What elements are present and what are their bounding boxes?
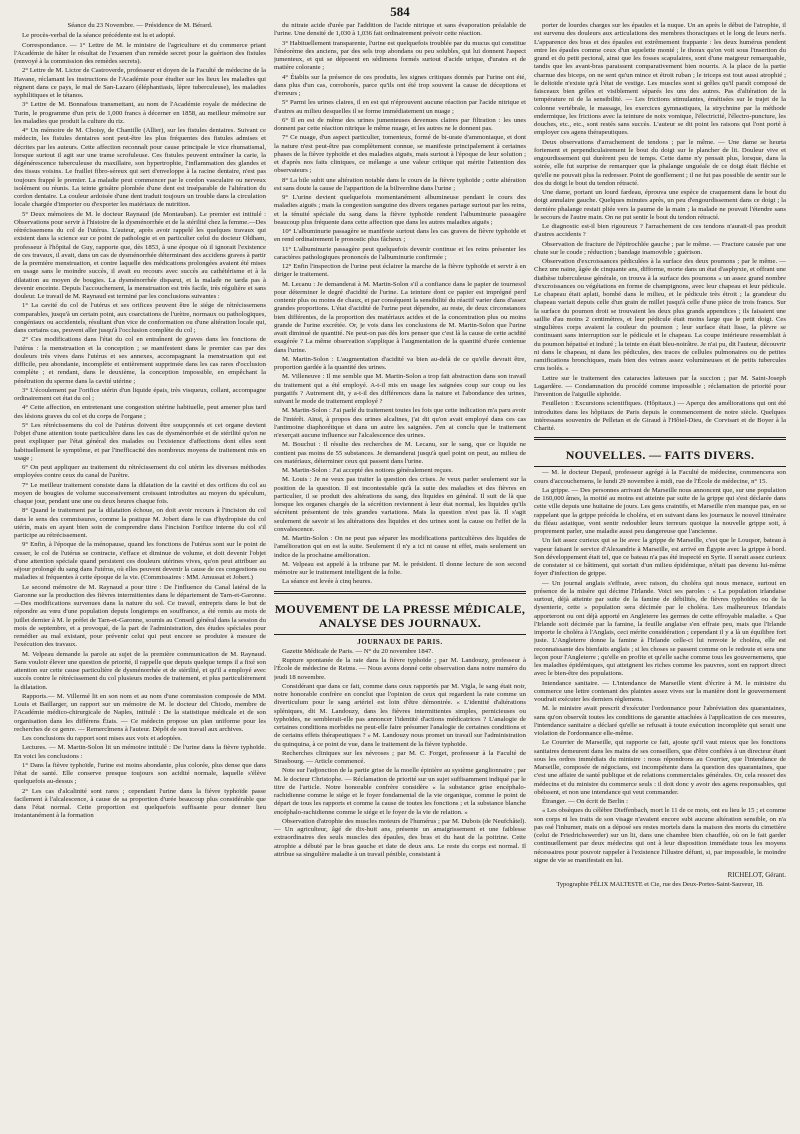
news-section-title: NOUVELLES. — FAITS DIVERS. xyxy=(565,448,755,463)
paragraph: 11° L'albuminurie passagère peut quelquefois devenir continue et les reins présenter les caractères pathologiques prononcés de l'albuminurie confirmée ; xyxy=(274,245,526,261)
paragraph: Lettre sur le traitement des cataractes laiteuses par la succion ; par M. Saint-Joseph Lagardère. — Condamnation du procédé comme impossible ; réclamation de priorité pour l'invention de l'aiguille siphoïde. xyxy=(534,374,786,398)
paragraph: 9° L'urine devient quelquefois momentanément albumineuse pendant le cours des maladies aiguës ; mais la congestion sanguine des divers organes partage surtout par les reins, et la ténuité spéciale du sang dans la fièvre typhoïde rendent l'albuminurie passagère beaucoup plus fréquente dans cette affection que dans les autres maladies aiguës ; xyxy=(274,194,526,226)
paragraph: 7° Le meilleur traitement consiste dans la dilatation de la cavité et des orifices du col au moyen de bougies de volume successivement croissant introduites au moyen du spéculum, chaque jour, pendant une une ou deux heures chaque fois. xyxy=(14,481,266,505)
paragraph: M. Velpeau est appelé à la tribune par M. le président. Il donne lecture de son second mémoire sur le traitement intelligent de la folie. xyxy=(274,560,526,576)
paragraph: 3° Lettre de M. Bonnafous transmettant, au nom de l'Académie royale de médecine de Turin, le programme d'un prix de 1,000 francs à décerner en 1858, au meilleur mémoire sur les maladies que produit la culture du riz. xyxy=(14,101,266,125)
session-header: Séance du 23 Novembre. — Présidence de M. Bérard. xyxy=(67,22,213,29)
paragraph: 8° Quand le traitement par la dilatation échoue, on doit avoir recours à l'incision du col dans le sens des commissures, comme la pratique M. Jobert dans le cas d'hydropisie du col utérin, mais en ayant bien soin de comprendre dans l'incision l'orifice interne du col s'il participe au rétrécissement. xyxy=(14,507,266,539)
paragraph: M. le ministre avait prescrit d'exécuter l'ordonnance pour l'abréviation des quarantaines, sans qu'on observât toutes les conditions de garantie attachées à l'application de ces mesures, l'intendance sanitaire a déclaré qu'elle se refusait à toute exécution incomplète qui serait une violation de l'ordonnance elle-même. xyxy=(534,705,786,737)
paragraph: Rupture spontanée de la rate dans la fièvre typhoïde ; par M. Landouzy, professeur à l'École de médecine de Reims. — Nous avons donné cette observation dans notre numéro du jeudi 18 novembre. xyxy=(274,657,526,681)
paragraph: 12° Enfin l'inspection de l'urine peut éclairer la marche de la fièvre typhoïde et servir à en diriger le traitement. xyxy=(274,263,526,279)
paragraph: 9° Enfin, à l'époque de la ménopause, quand les fonctions de l'utérus sont sur le point de cesser, le col de l'utérus se contracte, s'efface et diminue de volume, et doit devenir l'objet d'une attention spéciale quand persistent ces douleurs utérines vives, qu'on peut attribuer au séjour prolongé du sang dans l'utérus, où elles peuvent devenir la cause de ces congestions ou maladies si fréquentes à cette époque de la vie. (Commissaires : MM. Amussat et Jobert.) xyxy=(14,541,266,582)
paragraph: 2° Ces modifications dans l'état du col en entraînent de graves dans les fonctions de l'utérus : la menstruation et la conception ; se manifestent dans le premier cas par des douleurs très vives dans l'utérus et ses annexes, accompagnant la menstruation qui est difficile, peu abondante, incomplète et entièrement supprimée dans les cas rares d'occlusion complète ; et rendant, dans le deuxième, la conception impossible, en empêchant la pénétration du sperme dans la cavité utérine ; xyxy=(14,336,266,385)
column-left xyxy=(14,22,266,1122)
printer-imprint: Typographie FÉLIX MALTESTE et Cie, rue des Deux-Portes-Saint-Sauveur, 18. xyxy=(556,881,764,889)
paragraph: La séance est levée à cinq heures. xyxy=(282,578,373,586)
paragraph: « Les obsèques du célèbre Dieffenbach, mort le 11 de ce mois, ont eu lieu le 15 ; et comme son corps ni les traits de son visage n'avaient encore subi aucune altération sensible, on n'a pas osé l'inhumer, mais on a déposé ses restes mortels dans la maison des morts du cimetière (celui de Friedrichswerder) sur un lit, dans une chambre bien chauffée, où on le fait garder continuellement par deux médecins qui ont à leur disposition immédiate tous les moyens nécessaires pour pouvoir rappeler à l'existence l'illustre défunt, si, par impossible, le moindre signe de vie se manifestait en lui. xyxy=(534,807,786,864)
press-section-title: MOUVEMENT DE LA PRESSE MÉDICALE, ANALYSE DES JOURNAUX. xyxy=(274,601,526,630)
paragraph: Le Courrier de Marseille, qui rapporte ce fait, ajoute qu'il vaut mieux que les fonctions sanitaires demeurent dans les mains de ses conseillers, que d'être confiées à un directeur étant sous les ordres immédiats du ministre : nous répondrons au Courrier, que l'intendance de Marseille, composée de négocians, est incompétente dans la question des quarantaines, que c'est une affaire de santé publique et de relations commerciales générales. Or, cela ressort des médecins et du ministre du commerce seuls : il doit donc y avoir des agens responsables, qui obéissent, et non une intendance qui veut commander. xyxy=(534,739,786,796)
paragraph: 2° Lettre de M. Lictor de Castroverde, professeur et doyen de la Faculté de médecine de la Havane, réclamant les instructions de l'Académie pour étudier sur les lieux les maladies qui règnent dans ce pays, le mal de San-Lazaro (éléphantiasis, lèpre tuberculeuse), les maladies syphilitiques et le tétanos. xyxy=(14,67,266,99)
paragraph: Recherches cliniques sur les névroses ; par M. C. Forget, professeur à la Faculté de Strasbourg. — Article commencé. xyxy=(274,749,526,765)
paragraph: M. Louis : Je ne veux pas traiter la question des crises. Je veux parler seulement sur la position de la question. Il est incontestable qu'à la suite des maladies et des fièvres en particulier, il se produit des altérations du sang, des liquides en général. Il suit de là que lorsque les organes chargés de la sécrétion reviennent à leur état normal, les liquides qu'ils sécrètent présentent de très grandes variations. Mais la question n'est pas là. Il s'agit seulement de savoir si les altérations des liquides et des urines sont la cause ou l'effet de la convalescence. xyxy=(274,476,526,533)
paragraph: Intendance sanitaire. — L'intendance de Marseille vient d'écrire à M. le ministre du commerce une lettre contenant des plaintes assez vives sur la manière dont le gouvernement voudrait exécuter les derniers règlemens. xyxy=(534,679,786,703)
paragraph: 4° Cette affection, en entretenant une congestion utérine habituelle, peut amener plus tard des lésions graves du col et du corps de l'organe ; xyxy=(14,404,266,420)
paragraph: 4° Établis sur la présence de ces produits, les signes critiques donnés par l'urine ont été, dans plus d'un cas, corroborés, parce qu'ils ont été trop souvent la cause de déceptions et d'erreurs ; xyxy=(274,73,526,97)
editor-signature: RICHELOT, Gérant. xyxy=(727,871,786,879)
news-body xyxy=(534,469,786,865)
paragraph: Lectures. — M. Martin-Solon lit un mémoire intitulé : De l'urine dans la fièvre typhoïde. En voici les conclusions : xyxy=(14,744,266,760)
paragraph: Correspondance. — 1° Lettre de M. le ministre de l'agriculture et du commerce priant l'Académie de hâter le résultat de l'examen d'un remède secret pour la guérison des fistules (renvoyé à la commission des remèdes secrets). xyxy=(14,41,266,65)
paragraph: Deux observations d'arrachement de tendons ; par le même. — Une dame se heurta fortement et perpendiculairement le bout du doigt sur le plancher de lit. Douleur vive et engourdissement qui durèrent peu de temps. Cette dame n'y pensait plus, lorsque, dans la soirée, elle fut surprise de remarquer que la phalange unguéale de ce doigt était fléchie et qu'elle ne pouvait plus la redresser. Point de gonflement ; il ne fut pas possible de sentir sur le dos du doigt le bout du tendon rétracté. xyxy=(534,138,786,187)
press-subsection-title: JOURNAUX DE PARIS. xyxy=(357,637,443,646)
paragraph: Observation d'atrophie des muscles moteurs de l'humérus ; par M. Dubois (de Neufchâtel). — Un agriculteur, âgé de dix-huit ans, présente un amaigrissement et une faiblesse extraordinaires des seuls muscles des épaules, des bras et du haut de la poitrine. Cette atrophie a débuté par le bras gauche et date de deux ans. Le reste du corps est normal. Il attribue sa singulière maladie à un travail pénible, consistant à xyxy=(274,817,526,858)
paragraph: Considérant que dans ce fait, comme dans ceux rapportés par M. Vigla, le sang était noir, notre honorable confrère en conclut que l'opinion de ceux qui regardent la rate comme un diverticulum pour le sang artériel est loin d'être démontrée. « L'identité d'altérations spléniques, dit M. Landouzy, dans les fièvres intermittentes simples, pernicieuses ou typhoïdes, ne semblerait-elle pas annoncer l'identité d'actions médicatrices ? L'analogie de certaines conditions morbides ne peut-elle faire présumer l'analogie de certaines conditions et de certains effets thérapeutiques ? » M. Landouzy nous promet un travail sur l'administration du quinquina, à ce point de vue, dans le traitement de la fièvre typhoïde. xyxy=(274,682,526,748)
paragraph: M. Martin-Solon : J'ai parlé du traitement toutes les fois que cette indication m'a paru avoir de l'intérêt. Ainsi, à propos des urines alcalines, j'ai dit qu'on avait employé dans ces cas l'antimoine diaphorétique et dans un autre les saignées. J'en ai conclu que le traitement n'exerçait aucune influence sur l'alcalescence des urines. xyxy=(274,407,526,439)
column-left-body xyxy=(14,32,266,820)
paragraph: La grippe. — Des personnes arrivant de Marseille nous annoncent que, sur une population de 160,000 âmes, la moitié au moins est atteinte par suite de la grippe qui s'est déclarée dans cette ville depuis une huitaine de jours. Les gens craintifs, et Marseille n'en manque pas, en se rappelant que la grippe précéda le choléra, et en suivant dans les journaux le nouvel itinéraire du fléau asiatique, vont sentir redoubler leurs terreurs quoique la nouvelle grippe soit, à proprement parler, une maladie aussi peu dangereuse que l'ancienne. xyxy=(534,486,786,535)
paragraph: 1° La cavité du col de l'utérus et ses orifices peuvent être le siége de rétrécissemens comparables, jusqu'à un certain point, aux coarctations de l'urètre, normaux ou pathologiques, congéniaux ou accidentels, résultant d'un vice de conformation ou d'une altération locale qui, dans certains cas, peuvent aller jusqu'à l'occlusion complète du col ; xyxy=(14,302,266,334)
column-middle-body xyxy=(274,22,526,587)
column-right-body xyxy=(534,22,786,433)
section-divider xyxy=(534,437,786,440)
paragraph: 5° Deux mémoires de M. le docteur Raynaud (de Montauban). Le premier est intitulé : Observations pour servir à l'histoire de la dysménorrhée et de la stérilité chez la femme.—Des rétrécissemens du col de l'utérus. L'auteur, après avoir rappelé les quelques travaux qui existent dans la science sur ce point de pathologie et en particulier celui du docteur Oldham, professeur à l'hôpital de Guy, rapporte que, dès 1853, à une époque où il ignorait l'existence de ces travaux, il avait, dans un cas de dysménorrhée déterminant des accidens graves à partir de la première menstruation, et contre laquelle des médications prolongées avaient été mises en usage sans le moindre succès, il avait eu recours avec succès au cathétérisme et à la dilatation au moyen de bougies. La dysménorrhée disparut, et la malade ne tarda pas à devenir enceinte. Depuis l'accouchement, la menstruation est très facile, très régulière et sans douleur. Le travail de M. Raynaud est terminé par les conclusions suivantes : xyxy=(14,210,266,300)
paragraph: Les conclusions du rapport sont mises aux voix et adoptées. xyxy=(22,735,183,742)
paragraph: 6° On peut appliquer au traitement du rétrécissement du col utérin les diverses méthodes employées contre ceux du canal de l'urètre. xyxy=(14,464,266,480)
column-middle xyxy=(274,22,526,1122)
section-divider xyxy=(274,634,526,635)
paragraph: Note sur l'adjonction de la partie grise de la moelle épinière au système ganglionnaire ; par M. le docteur Christophe. — Réclamation de priorité sur un sujet suffisamment indiqué par le titre de l'article. Notre honorable confrère considère « la substance grise encéphalo-rachidienne comme le siége et le foyer fondamental de la vie organique, comme le point de départ de tous les rapports et comme la cause de toutes les fonctions ; et la substance blanche encéphalo-rachidienne comme le siége et le foyer de la vie de relation. » xyxy=(274,767,526,816)
paragraph: Observation de fracture de l'épitrochlée gauche ; par le même. — Fracture causée par une chute sur le coude ; réduction ; bandage inamovible ; guérison. xyxy=(534,240,786,256)
paragraph: Rapports.— M. Villermé lit en son nom et au nom d'une commission composée de MM. Louis et Baillarger, un rapport sur un mémoire de M. le docteur del Chiodo, membre de l'Académie médico-chirurgicale de Naples, intitulé : De la statistique médicale et de son organisation dans les différens États. — Ce médecin propose un plan uniforme pour les recherches de ce genre. — Remercîmens à l'auteur. Dépôt de son travail aux archives. xyxy=(14,692,266,733)
page-number: 584 xyxy=(390,4,410,19)
paragraph: Observation d'excroissances pédiculées à la surface des deux poumons ; par le même. — Chez une naine, âgée de cinquante ans, difforme, morte dans un état d'asphyxie, et offrant une diathèse tuberculeuse générale, on trouva à la surface des poumons « un assez grand nombre d'excroissances ou végétations en forme de champignons, avec leur chapeau et leur pédicule. Le chapeau était aplati, bombé dans le milieu, et le pédicule très étroit ; la grandeur du chapeau variait depuis celle d'un grain de millet jusqu'à celle d'une pièce de trois francs. Sur la surface du poumon droit se trouvaient les deux plus grands appendices ; ils faisaient une saillie d'au moins 2 centimètres, et leur pédicule était moins large que le petit doigt. Ces singulières corps avaient la couleur du poumon ; leur surface était lisse, la plèvre se continuant sans interruption sur le pédicule et le chapeau. La coupe intérieure ressemblait à du poumon hépatisé et induré ; la teinte en était bleu-noirâtre. Je n'ai pu, dit l'auteur, découvrir ni dans le chapeau, ni dans les pédicules, des traces de cellules pulmonaires ou de petites ramifications bronchiques, mais bien des veines assez volumineuses et de petits tubercules crus isolés. » xyxy=(534,258,786,373)
paragraph: Feuilleton : Excursions scientifiques. (Hôpitaux.) — Aperçu des améliorations qui ont été introduites dans les hôpitaux de Paris depuis le commencement de notre siècle. Quelques intéressans souvenirs de Pelletan et de Giraud à l'Hôtel-Dieu, de Corvisart et de Boyer à la Charité. xyxy=(534,400,786,432)
paragraph: du nitrate acide d'urée par l'addition de l'acide nitrique et sans évaporation préalable de l'urine. Une densité de 1,030 à 1,036 fait ordinairement prévoir cette réaction. xyxy=(274,22,526,38)
paragraph: Le procès-verbal de la séance précédente est lu et adopté. xyxy=(22,32,176,40)
paragraph: 8° La bile subit une altération notable dans le cours de la fièvre typhoïde ; cette altération est sans doute la cause de l'apparition de la biliverdine dans l'urine ; xyxy=(274,176,526,192)
paragraph: 1° Dans la fièvre typhoïde, l'urine est moins abondante, plus colorée, plus dense que dans l'état de santé. Elle conserve presque toujours son acidité normale, laquelle s'élève quelquefois au-dessus ; xyxy=(14,761,266,786)
paragraph: M. Villeneuve : Il me semble que M. Martin-Solon a trop fait abstraction dans son travail du traitement qui a été employé. A-t-il mis en usage les saignées coup sur coup ou les purgatifs ? Autrement dit, y a-t-il des différences dans la nature et l'abondance des urines, suivant le mode de traitement employé ? xyxy=(274,373,526,405)
paragraph: Un fait assez curieux qui se lie avec la grippe de Marseille, c'est que le Louqsor, bateau à vapeur faisant le service d'Alexandrie à Marseille, est arrivé en Égypte avec la grippe à bord. Son développement était tel, que ce bateau n'a pas été inspecté en Syrie. Il serait assez curieux de constater si ce bâtiment, qui sortait d'un milieu épidémique, n'était pas devenu lui-même foyer d'infection de grippe. xyxy=(534,537,786,578)
paragraph: 10° L'albuminurie passagère se manifeste surtout dans les cas graves de fièvre typhoïde et en rend ordinairement le pronostic plus fâcheux ; xyxy=(274,228,526,244)
paragraph: Étranger. — On écrit de Berlin : xyxy=(542,798,628,805)
paragraph: porter de lourdes charges sur les épaules et la nuque. Un an après le début de l'atrophie, il est survenu des douleurs aux articulations des membres thoraciques et le long de leurs nerfs. L'apparence des bras et des épaules est extrêmement frappante : les deux humérus pendent entre les épaules comme ceux d'un squelette monté ; le thorax qu'on voit sous l'insertion du grand et du petit pectoral, ainsi que les fosses scapulaires, sont d'une maigreur remarquable, tandis que les avant-bras paraissent comparativement bien nourris. A la place de la partie charnue des biceps, on ne sent qu'un mince et étroit ruban ; le triceps est tout aussi atrophié ; le deltoïde n'existe qu'à l'état de vestige. Les muscles sont si grêles qu'il paraît composé de faisceaux bien grêles et visiblement séparés les uns des autres. Pas d'altération de la température ni de la sensibilité. — Les frictions stimulantes, émétisées sur le trajet de la colonne vertébrale, le massage, les exercices gymnastiques, la strychnine par la méthode endermique, les frictions avec la teinture de noix vomique, l'électricité, l'électro-puncture, les douches, etc., etc., sont restés sans succès. L'auteur se dit point les raisons qui l'ont porté à employer ces agens thérapeutiques. xyxy=(534,22,786,137)
paragraph: 6° Il en est de même des urines jumenteuses devenues claires par filtration : les unes donnent par cette réaction nitrique le même nuage, et les autres ne le donnent pas. xyxy=(274,116,526,132)
paragraph: M. Lecanu : Je demanderai à M. Martin-Solon s'il a confiance dans le papier de tournesol pour déterminer le degré d'acidité de l'urine. La teinture dont ce papier est imprégné perd contenir plus ou moins de chaux, et par conséquent la sensibilité du réactif varier dans d'assez grandes proportions. L'état d'acidité de l'urine peut dépendre, au reste, de deux circonstances bien différentes, de la proportion des matériaux acides et de la concentration plus ou moins grande de l'urine excrétée. Or, je vois dans les conclusions de M. Martin-Solon que l'urine avait diminué de quantité. Ne peut-on pas dès lors penser que c'est là la cause de cette acidité exagérée ? La même observation s'applique à l'augmentation de la quantité d'urée contenue dans l'urine. xyxy=(274,280,526,354)
paragraph: 5° Parmi les urines claires, il en est qui n'éprouvent aucune réaction par l'acide nitrique et d'autres au milieu desquelles il se forme immédiatement un nuage ; xyxy=(274,99,526,115)
section-divider xyxy=(534,466,786,467)
paragraph: — Un journal anglais s'effraie, avec raison, du choléra qui nous menace, surtout en présence de la misère qui décime l'Irlande. Voici ses paroles : « La population irlandaise surtout, déjà atteinte par suite de la famine de débilités, de fièvres typhoïdes ou de la dysenterie, cette » population sera décimée par le choléra. Les malheureux Irlandais apporteront ou ont déjà apporté en Angleterre les germes de cette effroyable maladie. » Que l'Irlande soit décimée par la famine, la feuille anglaise s'en effraie peu, mais que l'Irlande importe le choléra à l'Anglais, ceci mérite considération ; cependant il y a là un équilibre fort juste. L'Angleterre donne la famine à l'Irlande celle-ci lui renvoie le choléra, elle est reconnaissante des bienfaits anglais ; si les choses se passent comme on le redoute et sera une leçon pour l'Angleterre ; qu'elle en profite et qu'elle sache comme tous les gouvernemens, que les maladies épidémiques, qui atteignent les riches comme les pauvres, sont en rapport direct avec le bien-être des populations. xyxy=(534,579,786,678)
paragraph: 7° Ce nuage, d'un aspect particulier, tomenteux, formé de bi-urate d'ammoniaque, et dont la nature n'est peut-être pas complètement connue, se manifeste principalement à certaines phases de la fièvre typhoïde et des maladies aiguës, mais surtout à l'époque de leur solution ; et d'après nos faits cliniques, ce mélange a une valeur critique qui mérite l'attention des observateurs ; xyxy=(274,134,526,175)
paragraph: 3° L'écoulement par l'orifice utérin d'un liquide épais, très visqueux, collant, accompagne ordinairement cet état du col ; xyxy=(14,386,266,402)
paragraph: Gazette Médicale de Paris. — N° du 20 novembre 1847. xyxy=(282,647,434,655)
paragraph: 3° Habituellement transparente, l'urine est quelquefois troublée par du mucus qui constitue l'énéorème des anciens, par des sels trop abondans ou peu solubles, qui lui donnent l'aspect jumenteux, et qui se déposent en sédimens formés surtout d'acide urique, d'urates et de matière colorante ; xyxy=(274,39,526,72)
paragraph: — M. le docteur Depaul, professeur agrégé à la Faculté de médecine, commencera son cours d'accouchemens, le lundi 29 novembre à midi, rue de l'École de médecine, n° 15. xyxy=(534,469,786,485)
paragraph: 5° Les rétrécissemens du col de l'utérus doivent être soupçonnés et cet organe devient l'objet d'une attention toute particulière dans les cas de dysménorrhée et de stérilité qu'on ne peut expliquer par l'état général des malades ou l'existence d'affections dont elles sont habituellement le symptôme, et par l'inefficacité des nombreux moyens de traitement mis en usage ; xyxy=(14,421,266,462)
paragraph: M. Martin-Solon : On ne peut pas séparer les modifications particulières des liquides de l'amélioration qui en est la suite. Seulement il n'y a ici ni cause ni effet, mais seulement un indice de la prochaine amélioration. xyxy=(274,535,526,559)
paragraph: M. Martin-Solon : L'augmentation d'acidité va bien au-delà de ce qu'elle devrait être, proportion gardée à la quantité des urines. xyxy=(274,355,526,371)
paragraph: 2° Les cas d'alcalinité sont rares ; cependant l'urine dans la fièvre typhoïde passe facilement à l'alcalescence, à cause de sa proportion d'urée beaucoup plus considérable que dans l'état normal. Cette proportion est quelquefois suffisante pour donner lieu instantanément à la formation xyxy=(14,787,266,820)
paragraph: Une dame, portant un lourd fardeau, éprouva une espèce de craquement dans le bout du doigt annulaire gauche. Quelques minutes après, un peu d'engourdissement dans ce doigt ; la dernière phalange restait pliée vers la paume de la main ; la malade ne pouvait l'étendre sans le secours de l'autre main. On ne put sentir le bout du tendon rétracté. xyxy=(534,189,786,221)
paragraph: M. Martin-Solon : J'ai accepté des notions généralement reçues. xyxy=(282,467,453,474)
paragraph: M. Bouchut : Il résulte des recherches de M. Lecanu, sur le sang, que ce liquide ne contient pas moins de 55 substances. Je demanderai jusqu'à quel point on peut, au milieu de ces matériaux, déterminer ceux qui passent dans l'urine. xyxy=(274,441,526,465)
paragraph: M. Velpeau demande la parole au sujet de la première communication de M. Raynaud. Sans vouloir élever une question de priorité, il rappelle que depuis quelque temps il a fixé son attention sur cette cause particulière de dysménorrhée et de stérilité, et qu'il a employé avec succès contre le rétrécissement du col plusieurs modes de traitement, et plus particulièrement la dilatation. xyxy=(14,650,266,691)
column-right xyxy=(534,22,786,1122)
paragraph: Le diagnostic est-il bien rigoureux ? l'arrachement de ces tendons n'aurait-il pas produit d'autres accidents ? xyxy=(534,223,786,239)
paragraph: Le second mémoire de M. Raynaud a pour titre : De l'influence du Canal latéral de la Garonne sur la production des fièvres intermittentes dans le département de Tarn-et-Garonne.—Des modifications survenues dans la nature du sol. Ce travail, entrepris dans le but de répondre au vœu d'une population depuis longtemps en souffrance, a été remis au mois de juillet dernier à M. le préfet de Tarn-et-Garonne, soumis au Conseil général dans la session du mois de septembre, et a provoqué, de la part de l'administration, des études spéciales pour remédier au mal existant, pour prévenir celui qui peut encore se produire à mesure de l'exécution des travaux. xyxy=(14,583,266,649)
paragraph: 4° Un mémoire de M. Choisy, de Chantille (Allier), sur les fistules dentaires. Suivant ce médecin, les fistules dentaires sont peut-être les plus fréquentes des fistules admises et décrites par les auteurs. Cette affection reconnaît pour cause principale le vice rhumatismal, lorsque surtout il agit sur une trame scrofuleuse. Ces fistules peuvent entraîner la carie, la dégénérescence tuberculeuse du maxillaire, son hypertrophie, l'inflammation des glandes et des tissus voisins. Le fraillet fibro-séreux qui sert d'enveloppe à la racine dentaire, n'est pas toujours frappé le premier. La maladie peut commencer par le cordon vasculaire ou nerveux isolément ou réunis. La teinte grisâtre plombée d'une dent est inséparable de l'altération du cordon dentaire. La couleur ardoisée d'une dent traduit toujours un trouble dans la circulation locale chargée d'importer ou d'exporter les matériaux de nutrition. xyxy=(14,127,266,209)
press-body xyxy=(274,648,526,859)
section-divider xyxy=(274,591,526,594)
